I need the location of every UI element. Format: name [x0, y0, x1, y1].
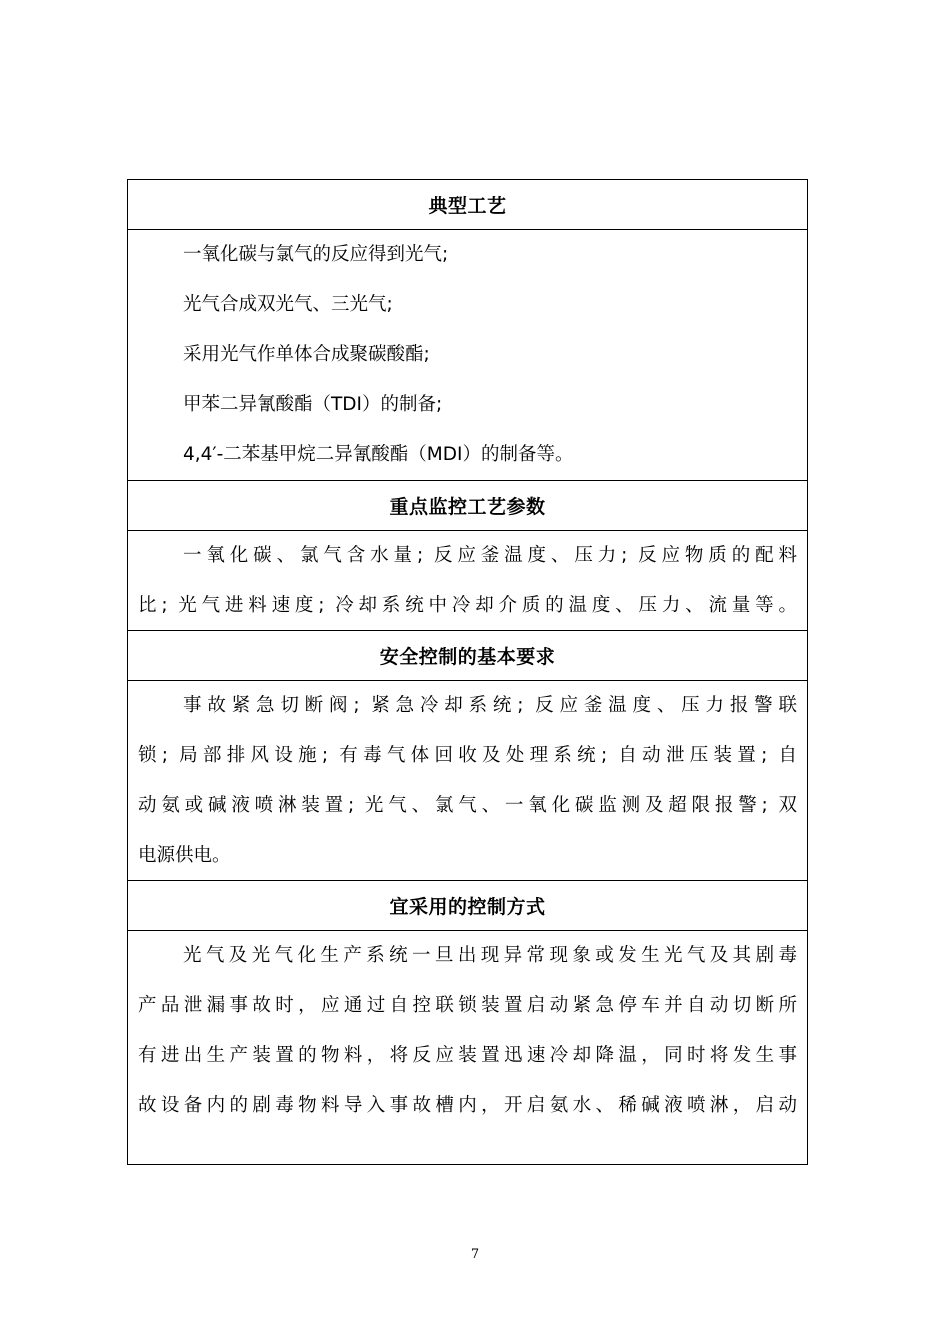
list-item: 一氧化碳与氯气的反应得到光气; [183, 244, 449, 265]
list-item: 采用光气作单体合成聚碳酸酯; [183, 344, 430, 365]
process-table [127, 179, 808, 1165]
key-params-heading: 重点监控工艺参数 [128, 481, 807, 531]
typical-process-list [128, 230, 807, 481]
paragraph-line: 事故紧急切断阀; 紧急冷却系统; 反应釜温度、压力报警联 [183, 695, 797, 716]
paragraph-line: 锁; 局部排风设施; 有毒气体回收及处理系统; 自动泄压装置; 自 [138, 745, 797, 766]
paragraph-line: 产品泄漏事故时，应通过自控联锁装置启动紧急停车并自动切断所 [138, 995, 797, 1016]
paragraph-line: 比; 光气进料速度; 冷却系统中冷却介质的温度、压力、流量等。 [138, 595, 797, 616]
list-item: 4,4′-二苯基甲烷二异氰酸酯（MDI）的制备等。 [183, 444, 574, 465]
safety-requirements-paragraph [128, 681, 807, 881]
paragraph-line: 动氨或碱液喷淋装置; 光气、氯气、一氧化碳监测及超限报警; 双 [138, 795, 797, 816]
paragraph-line: 故设备内的剧毒物料导入事故槽内，开启氨水、稀碱液喷淋，启动 [138, 1095, 797, 1116]
paragraph-line: 电源供电。 [138, 845, 231, 866]
paragraph-line: 有进出生产装置的物料，将反应装置迅速冷却降温，同时将发生事 [138, 1045, 797, 1066]
list-item: 甲苯二异氰酸酯（TDI）的制备; [183, 394, 443, 415]
control-methods-paragraph [128, 931, 807, 1164]
typical-process-heading: 典型工艺 [128, 180, 807, 230]
list-item: 光气合成双光气、三光气; [183, 294, 393, 315]
key-params-paragraph [128, 531, 807, 631]
page-number: 7 [470, 1247, 480, 1262]
paragraph-line: 光气及光气化生产系统一旦出现异常现象或发生光气及其剧毒 [183, 945, 797, 966]
control-methods-heading: 宜采用的控制方式 [128, 881, 807, 931]
paragraph-line: 一氧化碳、氯气含水量; 反应釜温度、压力; 反应物质的配料 [183, 545, 797, 566]
safety-requirements-heading: 安全控制的基本要求 [128, 631, 807, 681]
